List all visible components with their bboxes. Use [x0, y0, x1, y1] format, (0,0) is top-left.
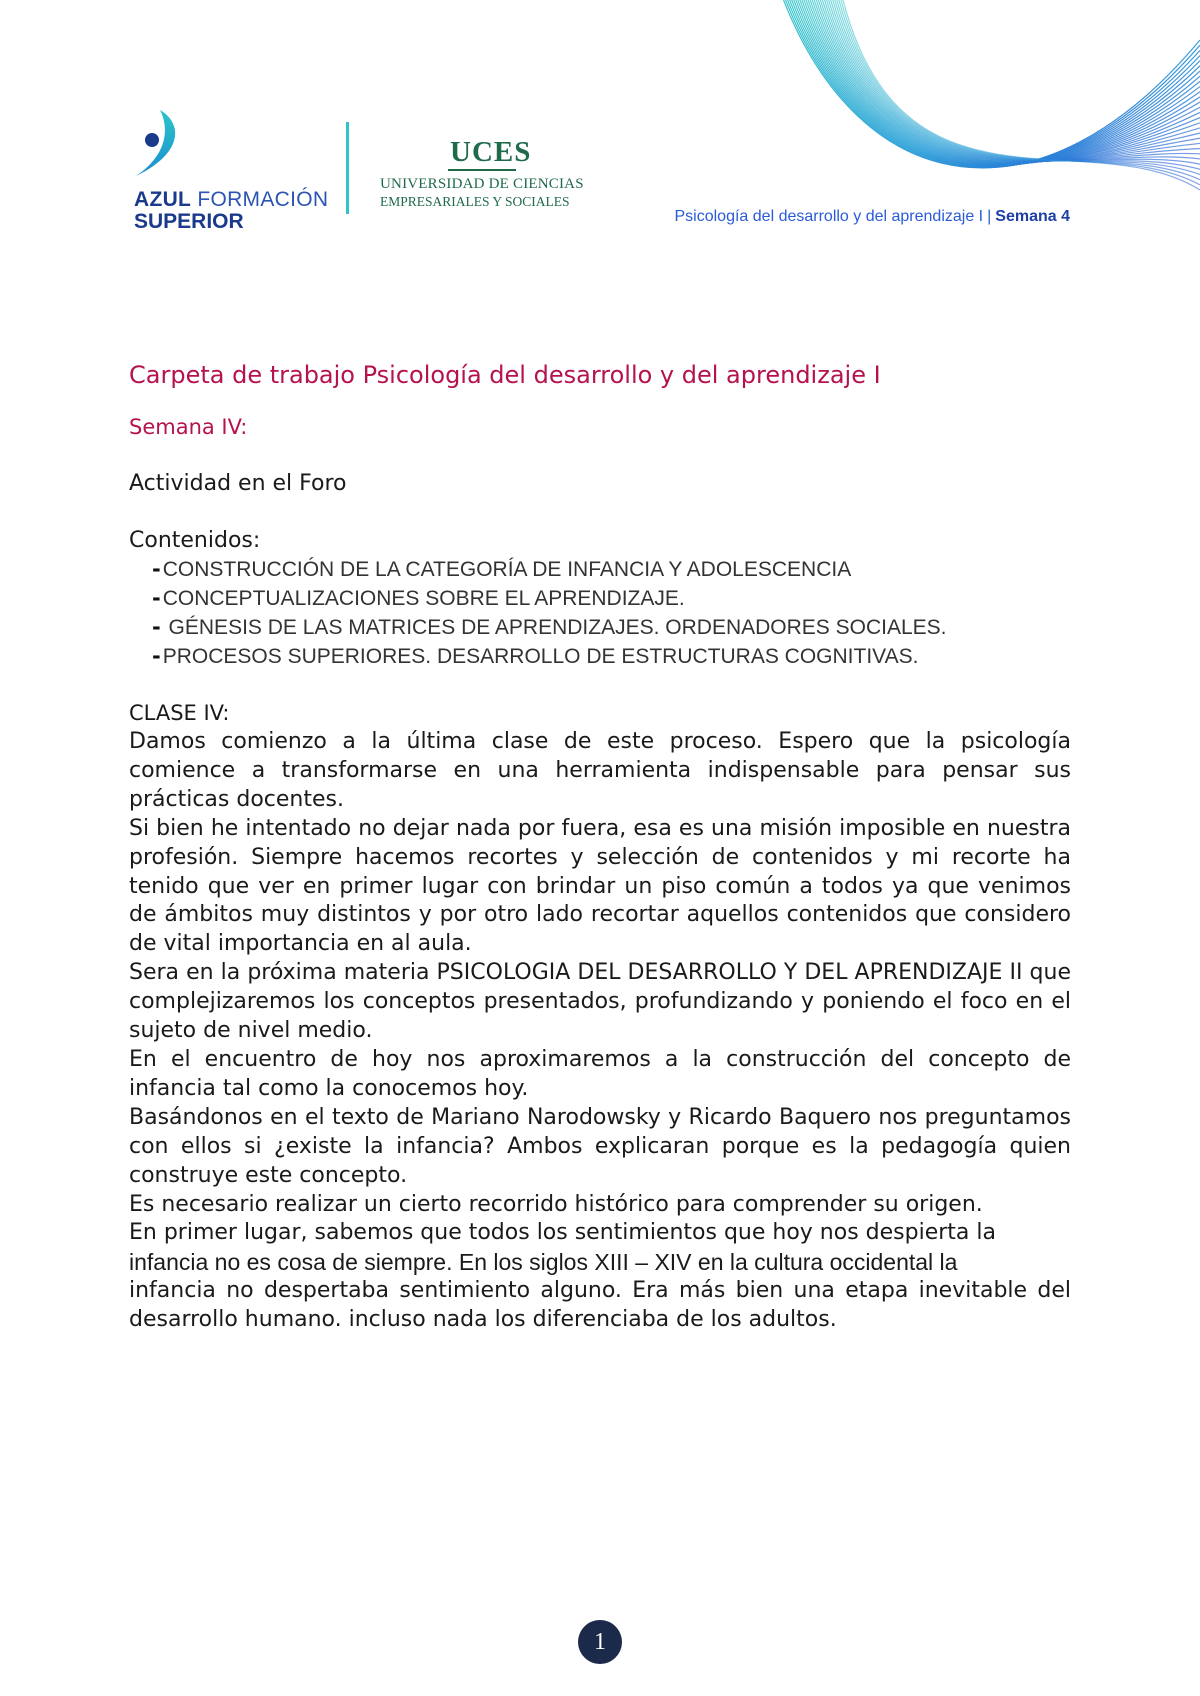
azul-logo-line1: AZUL FORMACIÓN: [134, 188, 329, 211]
wave-line: [836, 0, 1200, 174]
topic-item: -PROCESOS SUPERIORES. DESARROLLO DE ESTRUCTURAS COGNITIVAS.: [152, 644, 919, 668]
wave-line: [842, 0, 1200, 190]
topic-item: -CONSTRUCCIÓN DE LA CATEGORÍA DE INFANCIA Y ADOLESCENCIA: [152, 557, 852, 581]
header-week-label: Semana 4: [995, 208, 1070, 225]
header-course-name: Psicología del desarrollo y del aprendizaje I: [674, 208, 984, 225]
wave-line: [805, 0, 1200, 164]
azul-logo-mark-icon: [132, 108, 192, 180]
wave-line: [834, 0, 1200, 169]
wave-line: [811, 0, 1200, 163]
document-body: [129, 358, 1071, 1335]
wave-line: [786, 0, 1200, 167]
wave-line: [799, 0, 1200, 165]
paragraph: Damos comienzo a la última clase de este proceso. Espero que la psicología comience a transformarse en una herramienta indispensable para pensar sus prácticas docentes.: [129, 729, 1071, 812]
uces-logo-acronym: UCES: [450, 136, 532, 168]
uces-logo-line1: UNIVERSIDAD DE CIENCIAS: [380, 176, 584, 192]
uces-logo-line2: EMPRESARIALES Y SOCIALES: [380, 194, 570, 209]
wave-line: [817, 0, 1200, 162]
header-course-label: [675, 208, 1071, 226]
wave-line: [825, 0, 1200, 161]
paragraph-light-segment: infancia no es cosa de siempre. En los siglos XIII – XIV en la cultura occidental la: [129, 1249, 958, 1276]
topics-list: [129, 555, 1071, 671]
wave-line: [792, 0, 1200, 166]
wave-line: [803, 0, 1200, 164]
paragraph: Basándonos en el texto de Mariano Narodowsky y Ricardo Baquero nos preguntamos con ellos si ¿existe la infancia? Ambos explicaran porque es la pedagogía quien construye este concepto.: [129, 1104, 1071, 1188]
class-heading: CLASE IV:: [129, 701, 230, 725]
wave-line: [823, 0, 1200, 161]
wave-line: [815, 0, 1200, 163]
header-separator: |: [987, 208, 992, 225]
wave-line: [784, 0, 1200, 168]
topic-item: -CONCEPTUALIZACIONES SOBRE EL APRENDIZAJE.: [152, 586, 685, 610]
azul-logo-line2: SUPERIOR: [134, 210, 244, 233]
azul-formacion-superior-logo: [132, 108, 329, 233]
logo-divider: [346, 122, 349, 214]
wave-line: [838, 0, 1200, 180]
paragraph: En el encuentro de hoy nos aproximaremos a la construcción del concepto de infancia tal como la conocemos hoy.: [129, 1046, 1071, 1101]
wave-line: [788, 0, 1200, 167]
wave-line: [801, 0, 1200, 165]
uces-logo: [378, 136, 598, 216]
wave-line: [821, 0, 1200, 162]
document-activity-heading: Actividad en el Foro: [129, 471, 347, 496]
wave-line: [832, 0, 1200, 164]
wave-line: [813, 0, 1200, 163]
paragraph: Si bien he intentado no dejar nada por fuera, esa es una misión imposible en nuestra profesión. Siempre hacemos recortes y selección de contenidos y mi recorte ha tenido que ver en primer lugar con brindar un piso común a todos ya que venimos de ámbitos muy distintos y por otro lado recortar aquellos contenidos que considero de vital importancia en al aula.: [129, 815, 1071, 957]
uces-logo-underline: [448, 169, 516, 171]
document-week-heading: Semana IV:: [129, 415, 248, 439]
wave-line: [819, 0, 1200, 162]
wave-line: [840, 0, 1200, 185]
class-paragraphs: [129, 728, 1071, 1335]
page-number-badge: 1: [578, 1620, 622, 1664]
wave-line: [828, 0, 1200, 161]
paragraph-last-start: En primer lugar, sabemos que todos los sentimientos que hoy nos despierta la: [129, 1220, 996, 1246]
topic-item: - GÉNESIS DE LAS MATRICES DE APRENDIZAJES. ORDENADORES SOCIALES.: [152, 615, 947, 639]
wave-line: [782, 0, 1200, 168]
contents-label: Contenidos:: [129, 528, 261, 553]
document-title: Carpeta de trabajo Psicología del desarrollo y del aprendizaje I: [129, 361, 881, 389]
paragraph-tail: infancia no despertaba sentimiento alguno. Era más bien una etapa inevitable del desarrollo humano. incluso nada los diferenciaba de los adultos.: [129, 1278, 1071, 1333]
wave-line: [796, 0, 1200, 165]
wave-line: [790, 0, 1200, 166]
paragraph: Es necesario realizar un cierto recorrido histórico para comprender su origen.: [129, 1191, 983, 1217]
wave-line: [807, 0, 1200, 164]
wave-line: [809, 0, 1200, 163]
wave-line: [830, 0, 1200, 161]
paragraph: Sera en la próxima materia PSICOLOGIA DEL DESARROLLO Y DEL APRENDIZAJE II que complejizaremos los conceptos presentados, profundizando y poniendo el foco en el sujeto de nivel medio.: [129, 960, 1071, 1044]
wave-line: [794, 0, 1200, 166]
